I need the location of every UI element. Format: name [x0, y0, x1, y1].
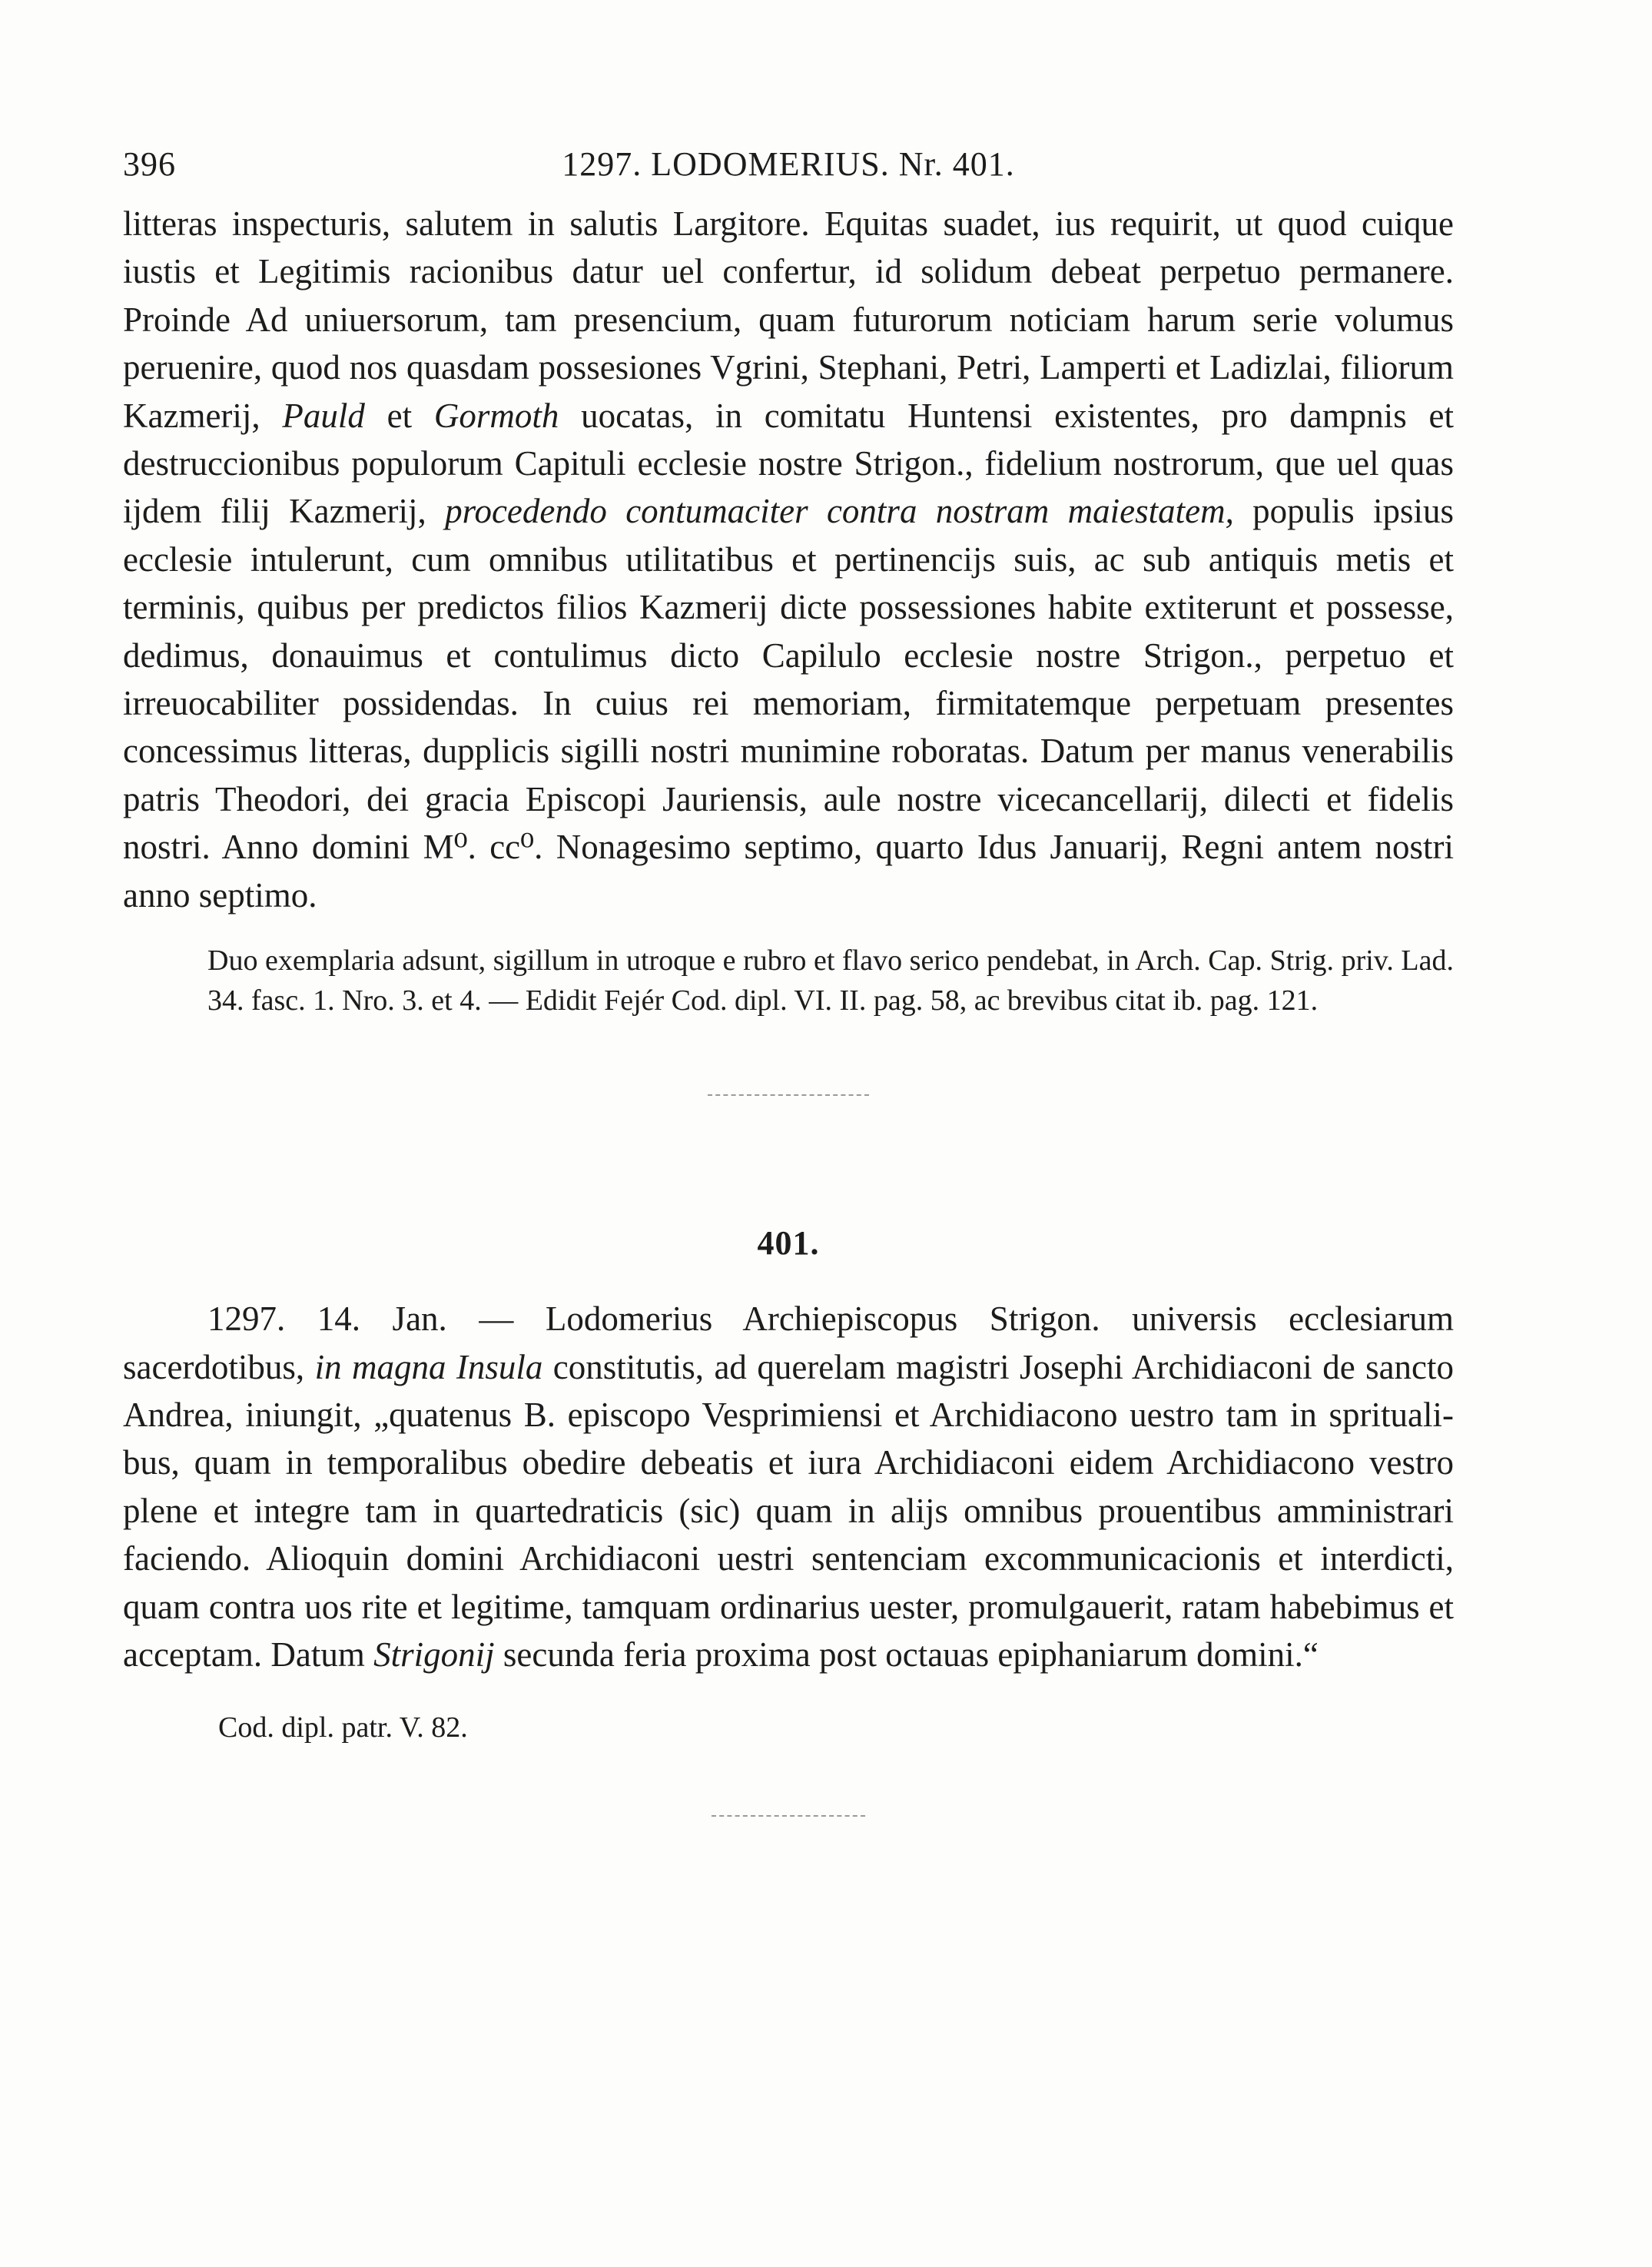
place-name-italic: Pauld — [282, 396, 365, 435]
running-title: 1297. LODOMERIUS. Nr. 401. — [562, 145, 1015, 183]
document-page — [123, 131, 1454, 1817]
place-name-italic: Gormoth — [433, 396, 559, 435]
document-number: 401. — [757, 1224, 820, 1263]
charter-400-text — [123, 200, 1454, 919]
entry-401-citation: Cod. dipl. patr. V. 82. — [218, 1711, 468, 1744]
text-segment: constitutis, ad querelam magistri Josephi Archidiaconi de sancto Andrea, iniungit, „quatenus B. episcopo Vesprimiensi et Archidiacono uestro tam in spritualibus, quam in temporalibus obedire debeatis et iura Archidiaconi eidem Archidiacono vestro plene et integre tam in quartedraticis (sic) quam in alijs omnibus prouentibus amministrari faciendo. Alioquin domini Archidiaconi uestri sentenciam excommunicacionis et interdicti, quam contra uos rite et legitime, tamquam ordinarius uester, promulgauerit, ratam habebimus et acceptam. Datum — [123, 1347, 1455, 1674]
text-segment: uocatas, in comitatu Huntensi existentes, pro dampnis et destruccionibus populorum Capituli ecclesie nostre Strigon., fidelium nostrorum, que uel quas ijdem filij Kazmerij, — [123, 396, 1455, 531]
text-segment: et — [386, 396, 413, 435]
section-divider — [712, 1815, 865, 1817]
entry-401-text — [123, 1295, 1454, 1678]
running-head — [123, 131, 1454, 184]
section-divider — [708, 1094, 869, 1096]
place-name-italic: in magna Insula — [314, 1347, 543, 1386]
charter-400-note: Duo exemplaria adsunt, sigillum in utroque e rubro et flavo serico pendebat, in Arch. Cap. Strig. priv. Lad. 34. fasc. 1. Nro. 3. et 4. — Edidit Fejér Cod. dipl. VI. II. pag. 58, ac brevibus citat ib. pag. 121. — [207, 944, 1454, 1017]
emphasis-italic: procedendo contumaciter contra nostram maiestatem, — [445, 492, 1234, 531]
page-number: 396 — [123, 145, 176, 183]
text-segment: 1297. 14. Jan. — Lodomerius Archiepiscopus Strigon. universis ecclesiarum sacerdotibus, — [123, 1299, 1454, 1386]
text-segment: secunda feria proxima post octauas epiphaniarum domini.“ — [503, 1635, 1319, 1674]
place-name-italic: Strigonij — [373, 1635, 495, 1674]
text-segment: litteras inspecturis, salutem in salutis Largitore. Equitas suadet, ius requirit, ut quod cuique iustis et Legitimis racionibus datur uel confertur, id solidum debeat perpetuo permanere. Proinde Ad uniuersorum, tam presencium, quam futurorum noticiam harum serie volumus peruenire, quod nos quasdam possesiones Vgrini, Stephani, Petri, Lamperti et Ladizlai, filiorum Kazmerij, — [123, 204, 1454, 435]
text-segment: populis ipsius ecclesie intulerunt, cum omnibus utilitatibus et pertinencijs suis, ac sub antiquis metis et terminis, quibus per predictos filios Kazmerij dicte possessiones habite extiterunt et possesse, dedimus, donauimus et contulimus dicto Capilulo ecclesie nostre Strigon., perpetuo et irreuocabiliter possidendas. In cuius rei memoriam, firmitatemque perpetuam presentes concessimus litteras, dupplicis sigilli nostri munimine roboratas. Datum per manus venerabilis patris Theodori, dei gracia Episcopi Jauriensis, aule nostre vicecancellarij, dilecti et fidelis nostri. Anno domini M⁰. cc⁰. Nonagesimo septimo, quarto Idus Januarij, Regni antem nostri anno septimo. — [123, 492, 1455, 914]
